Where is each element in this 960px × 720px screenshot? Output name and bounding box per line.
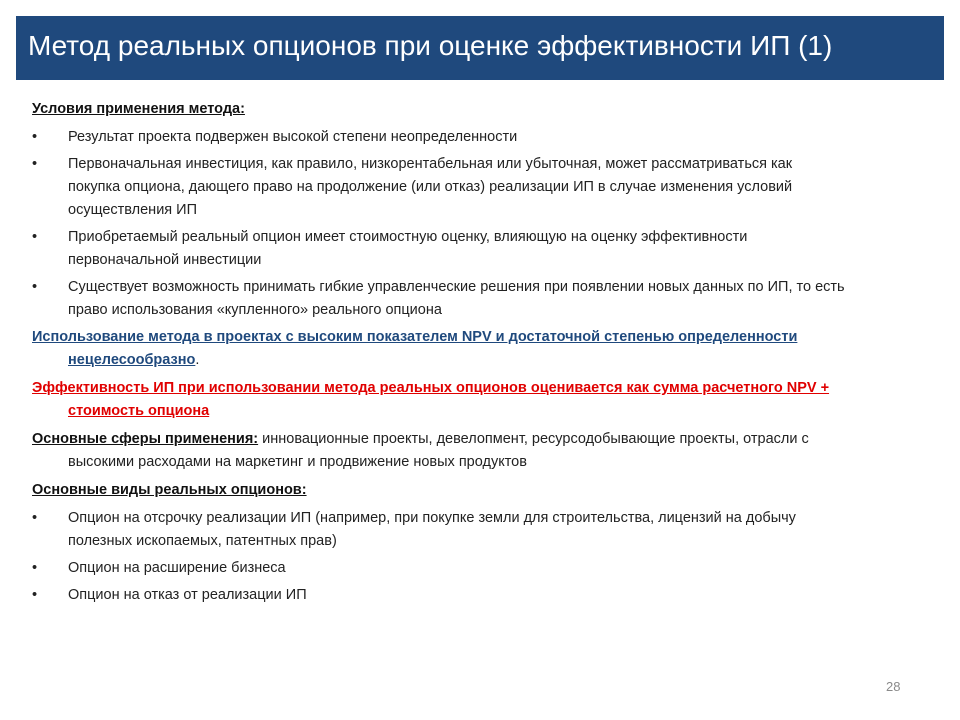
bullet-icon: •: [32, 560, 38, 576]
spheres-text-line-1: инновационные проекты, девелопмент, ресурсодобывающие проекты, отрасли с: [258, 431, 809, 447]
option-type-item-2-line-1: Опцион на расширение бизнеса: [68, 560, 286, 576]
condition-item-2-line-3: осуществления ИП: [68, 202, 198, 218]
spheres-block: [32, 428, 932, 474]
option-type-item-2: [32, 557, 932, 580]
option-type-item-1: [32, 507, 932, 553]
conditions-heading: [32, 98, 932, 121]
option-type-item-1-line-1: Опцион на отсрочку реализации ИП (например, при покупке земли для строительства, лицензий на добычу: [68, 510, 796, 526]
title-bar: [16, 16, 944, 80]
usage-note: [32, 326, 932, 372]
condition-item-3-line-2: первоначальной инвестиции: [68, 252, 262, 268]
condition-item-4-line-2: право использования «купленного» реального опциона: [68, 302, 442, 318]
option-type-item-3-line-1: Опцион на отказ от реализации ИП: [68, 587, 307, 603]
slide-content: [32, 98, 932, 611]
spheres-text-line-2: высокими расходами на маркетинг и продвижение новых продуктов: [68, 454, 527, 470]
bullet-icon: •: [32, 510, 38, 526]
bullet-icon: •: [32, 279, 38, 295]
slide-title: Метод реальных опционов при оценке эффективности ИП (1): [28, 30, 833, 61]
condition-item-1-line-1: Результат проекта подвержен высокой степени неопределенности: [68, 129, 518, 145]
spheres-heading: Основные сферы применения:: [32, 431, 259, 447]
bullet-icon: •: [32, 229, 38, 245]
option-types-heading: [32, 479, 932, 502]
condition-item-2: [32, 153, 932, 222]
efficiency-note: [32, 377, 932, 423]
condition-item-2-line-2: покупка опциона, дающего право на продолжение (или отказ) реализации ИП в случае изменения условий: [68, 179, 793, 195]
option-types-heading-text: Основные виды реальных опционов:: [32, 482, 307, 498]
condition-item-4-line-1: Существует возможность принимать гибкие управленческие решения при появлении новых данных по ИП, то есть: [68, 279, 845, 295]
usage-note-line-2: нецелесообразно: [68, 352, 196, 368]
condition-item-1: [32, 126, 932, 149]
usage-note-line-1: Использование метода в проектах с высоким показателем NPV и достаточной степенью определенности: [32, 329, 798, 345]
option-type-item-3: [32, 584, 932, 607]
option-type-item-1-line-2: полезных ископаемых, патентных прав): [68, 533, 337, 549]
bullet-icon: •: [32, 156, 38, 172]
condition-item-3: [32, 226, 932, 272]
efficiency-note-line-2: стоимость опциона: [68, 403, 210, 419]
bullet-icon: •: [32, 129, 38, 145]
conditions-heading-text: Условия применения метода:: [32, 101, 245, 117]
bullet-icon: •: [32, 587, 38, 603]
efficiency-note-line-1: Эффективность ИП при использовании метода реальных опционов оценивается как сумма расчетного NPV +: [32, 380, 830, 396]
usage-note-suffix: .: [195, 352, 200, 368]
condition-item-4: [32, 276, 932, 322]
condition-item-3-line-1: Приобретаемый реальный опцион имеет стоимостную оценку, влияющую на оценку эффективности: [68, 229, 748, 245]
condition-item-2-line-1: Первоначальная инвестиция, как правило, низкорентабельная или убыточная, может рассматриваться как: [68, 156, 793, 172]
page-number: 28: [886, 679, 901, 694]
